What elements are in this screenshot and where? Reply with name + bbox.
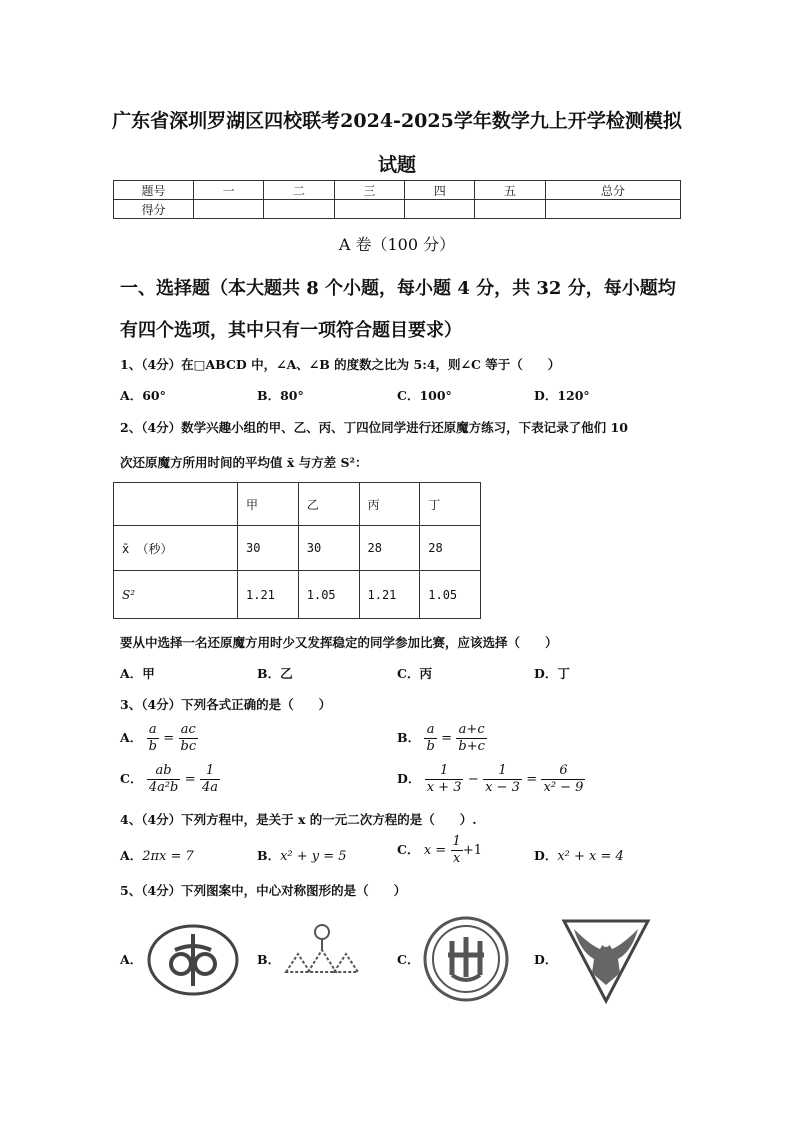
fraction: $\frac{6}{\text{x² − 9}}$ [543, 763, 584, 795]
q2-stem-line1: 2、（4分）数学兴趣小组的甲、乙、丙、丁四位同学进行还原魔方练习，下表记录了他们 10 [120, 420, 628, 435]
title-line-2: 试题 [377, 154, 416, 176]
q3-option-d[interactable] [397, 763, 585, 796]
score-cell: 题号 [114, 181, 194, 200]
score-blank[interactable] [264, 200, 334, 219]
math-expression: +1 [462, 843, 482, 858]
option-label: D． [534, 848, 558, 863]
data-cell: 28 [359, 526, 420, 571]
option-label: A． [120, 730, 143, 745]
equals-sign: = [184, 772, 196, 787]
q3-option-c[interactable] [120, 763, 220, 796]
q4-option-c[interactable] [397, 834, 482, 867]
q1-option-d[interactable]: D．120° [534, 388, 590, 403]
fraction: $\frac{ac}{bc}$ [180, 722, 197, 754]
data-cell: 30 [298, 526, 359, 571]
data-cell: x̄ （秒） [114, 526, 238, 571]
q3-option-b[interactable] [397, 722, 487, 755]
q4-stem: 4、（4分）下列方程中，是关于 x 的一元二次方程的是（ ）. [120, 812, 477, 827]
equals-sign: = [526, 772, 538, 787]
fraction: $\frac{1}{x - 3}$ [485, 763, 520, 795]
math-expression: 2πx = 7 [142, 849, 194, 864]
data-cell: 乙 [298, 483, 359, 526]
q5-stem: 5、（4分）下列图案中，中心对称图形的是（ ） [120, 883, 407, 898]
q1-option-a[interactable]: A．60° [120, 388, 166, 403]
q5-option-a[interactable]: A． [120, 952, 143, 967]
q1-option-c[interactable]: C．100° [397, 388, 452, 403]
q5-option-d[interactable]: D． [534, 952, 558, 967]
score-cell: 五 [475, 181, 545, 200]
data-cell: 1.21 [359, 571, 420, 619]
data-cell: 28 [420, 526, 481, 571]
q2-data-table [113, 482, 481, 619]
data-cell [114, 483, 238, 526]
option-label: D． [397, 771, 421, 786]
math-expression: x² + x = 4 [557, 849, 624, 864]
data-cell: 1.05 [298, 571, 359, 619]
q3-option-a[interactable] [120, 722, 198, 755]
q5-option-b[interactable]: B． [257, 952, 281, 967]
title-line-1: 广东省深圳罗湖区四校联考2024-2025学年数学九上开学检测模拟 [112, 110, 682, 132]
fraction: $\frac{1}{x + 3}$ [426, 763, 462, 795]
score-cell: 总分 [545, 181, 680, 200]
q2-stem-line2: 次还原魔方所用时间的平均值 x̄ 与方差 S²： [120, 455, 368, 470]
mountain-sun-icon [282, 920, 362, 980]
option-label: C． [120, 771, 143, 786]
score-cell: 一 [194, 181, 264, 200]
part1-heading-line1: 一、选择题（本大题共 8 个小题，每小题 4 分，共 32 分，每小题均 [120, 278, 676, 299]
option-label: C． [397, 842, 420, 857]
data-cell: 1.21 [238, 571, 299, 619]
q1-stem: 1、（4分）在□ABCD 中，∠A、∠B 的度数之比为 5:4，则∠C 等于（ ） [120, 357, 561, 372]
data-cell: 丙 [359, 483, 420, 526]
q2-option-c[interactable]: C．丙 [397, 666, 432, 681]
q3-stem: 3、（4分）下列各式正确的是（ ） [120, 697, 332, 712]
fraction: $\frac{a}{b}$ [148, 722, 157, 754]
part1-heading-line2: 有四个选项，其中只有一项符合题目要求） [120, 320, 462, 341]
q2-option-b[interactable]: B．乙 [257, 666, 293, 681]
minus-sign: − [467, 772, 479, 787]
equals-sign: = [163, 731, 175, 746]
score-blank[interactable] [475, 200, 545, 219]
q4-option-b[interactable] [257, 846, 347, 864]
eagle-emblem-icon [560, 915, 652, 1005]
q2-question: 要从中选择一名还原魔方用时少又发挥稳定的同学参加比赛，应该选择（ ） [120, 635, 558, 650]
score-cell: 四 [405, 181, 475, 200]
score-blank[interactable] [194, 200, 264, 219]
option-label: B． [257, 848, 281, 863]
fraction: $\frac{a+c}{b+c}$ [458, 722, 485, 754]
q4-option-a[interactable] [120, 846, 194, 864]
equals-sign: = [441, 731, 453, 746]
q1-option-b[interactable]: B．80° [257, 388, 304, 403]
score-blank[interactable] [405, 200, 475, 219]
score-table [113, 180, 681, 219]
data-cell: 1.05 [420, 571, 481, 619]
fraction: $\frac{1}{x}$ [452, 834, 461, 866]
math-expression: x² + y = 5 [280, 849, 347, 864]
q2-option-a[interactable]: A．甲 [120, 666, 155, 681]
section-a-heading: A 卷（100 分） [338, 235, 456, 254]
q5-option-c[interactable]: C． [397, 952, 420, 967]
data-cell: 甲 [238, 483, 299, 526]
fraction: $\frac{a}{b}$ [426, 722, 435, 754]
q2-option-d[interactable]: D．丁 [534, 666, 570, 681]
score-cell: 二 [264, 181, 334, 200]
fraction: $\frac{1}{4a}$ [202, 763, 219, 795]
math-expression: x = [423, 843, 447, 858]
score-blank[interactable] [334, 200, 404, 219]
emblem-a-icon [145, 920, 241, 1000]
option-label: B． [397, 730, 421, 745]
fraction: $\frac{ab}{\text{4a²b}}$ [148, 763, 179, 795]
score-cell: 得分 [114, 200, 194, 219]
q4-option-d[interactable] [534, 846, 624, 864]
data-cell: S² [114, 571, 238, 619]
score-cell: 三 [334, 181, 404, 200]
score-blank[interactable] [545, 200, 680, 219]
option-label: A． [120, 848, 143, 863]
data-cell: 丁 [420, 483, 481, 526]
emblem-c-icon [422, 915, 510, 1003]
data-cell: 30 [238, 526, 299, 571]
